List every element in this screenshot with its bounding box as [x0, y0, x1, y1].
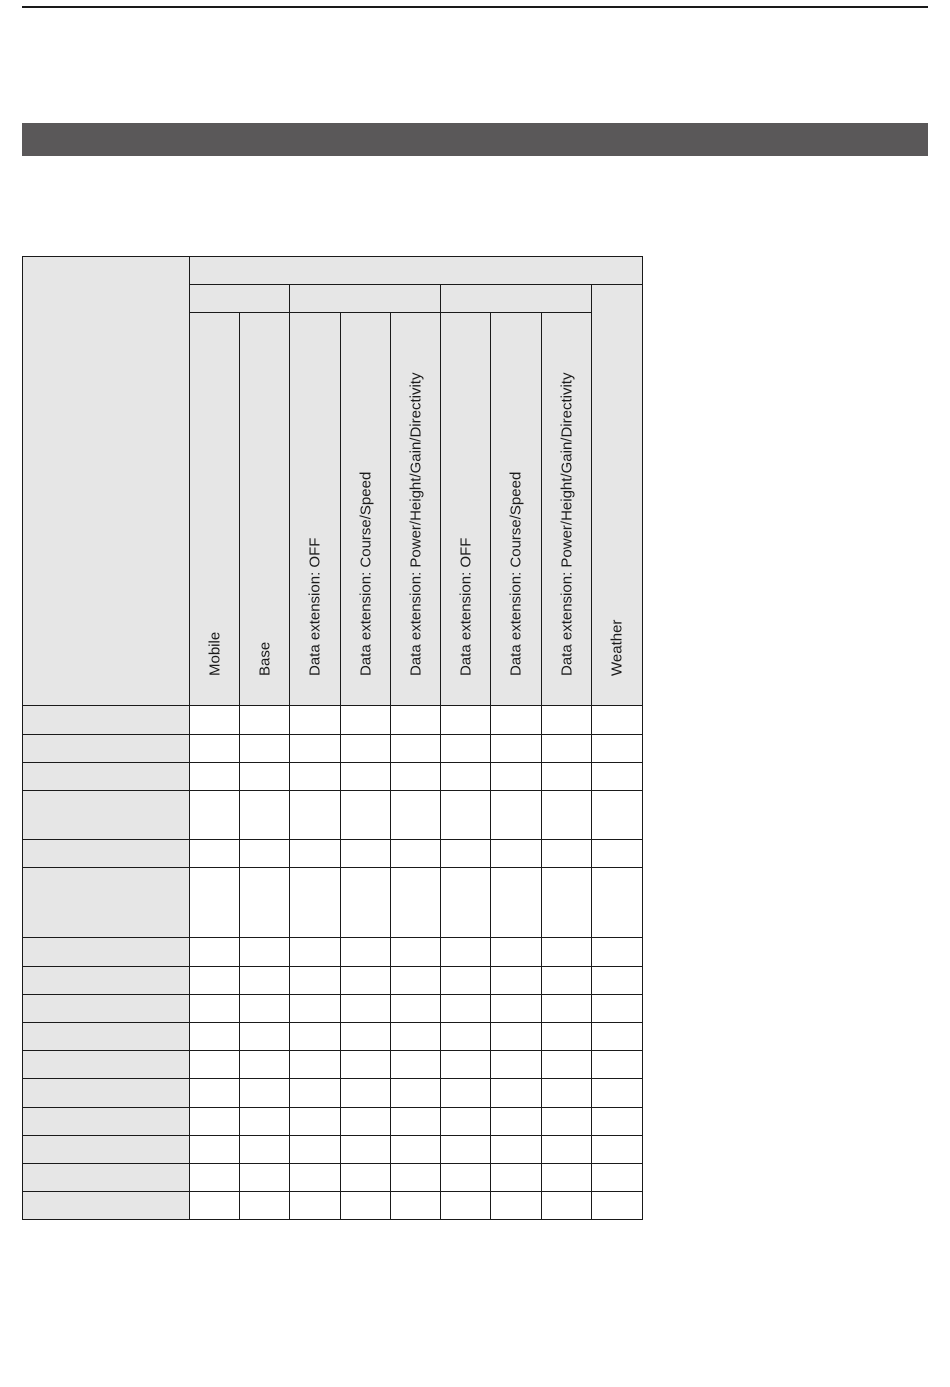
table-cell	[592, 840, 643, 868]
table-cell	[341, 763, 391, 791]
table-cell	[441, 1079, 491, 1108]
table-cell	[391, 938, 441, 967]
table-cell	[290, 1136, 341, 1164]
table-cell	[491, 1108, 542, 1136]
table-row	[23, 1192, 643, 1220]
top-rule	[22, 6, 928, 8]
table-row	[23, 706, 643, 735]
table-row	[23, 763, 643, 791]
table-cell	[341, 735, 391, 763]
table-cell	[542, 938, 592, 967]
column-header-mobile	[190, 313, 240, 706]
row-header-cell	[23, 706, 190, 735]
table-cell	[190, 1108, 240, 1136]
column-header-base	[240, 313, 290, 706]
table-cell	[491, 735, 542, 763]
table-row	[23, 791, 643, 840]
table-row	[23, 1164, 643, 1192]
row-header-cell	[23, 735, 190, 763]
table-cell	[592, 1079, 643, 1108]
table-cell	[491, 840, 542, 868]
table-cell	[491, 967, 542, 995]
table-cell	[341, 1164, 391, 1192]
table-cell	[441, 791, 491, 840]
table-cell	[542, 1079, 592, 1108]
table-cell	[190, 763, 240, 791]
table-cell	[240, 791, 290, 840]
table-cell	[190, 1192, 240, 1220]
table-row	[23, 735, 643, 763]
table-row	[23, 1108, 643, 1136]
table-cell	[391, 868, 441, 938]
table-corner-cell	[23, 257, 190, 706]
table-cell	[341, 1023, 391, 1051]
table-row	[23, 1079, 643, 1108]
table-cell	[391, 763, 441, 791]
table-cell	[441, 1136, 491, 1164]
table-cell	[441, 938, 491, 967]
table-cell	[290, 763, 341, 791]
section-header-bar	[22, 123, 928, 156]
table-cell	[542, 791, 592, 840]
table-cell	[341, 1108, 391, 1136]
table-cell	[240, 967, 290, 995]
table-cell	[290, 791, 341, 840]
table-cell	[441, 706, 491, 735]
table-cell	[491, 1136, 542, 1164]
table-cell	[592, 791, 643, 840]
table-row	[23, 840, 643, 868]
table-cell	[240, 1192, 290, 1220]
table-cell	[240, 938, 290, 967]
table-cell	[341, 1192, 391, 1220]
table-cell	[341, 995, 391, 1023]
column-header-ext-off	[441, 313, 491, 706]
table-cell	[592, 1136, 643, 1164]
table-cell	[391, 1108, 441, 1136]
table-cell	[190, 995, 240, 1023]
table-cell	[542, 706, 592, 735]
column-header-label: Base	[256, 641, 273, 676]
table-cell	[491, 1192, 542, 1220]
column-header-label: Data extension: Power/Height/Gain/Directivity	[558, 372, 575, 676]
table-row	[23, 1051, 643, 1079]
table-cell	[341, 1136, 391, 1164]
row-header-cell	[23, 840, 190, 868]
row-header-cell	[23, 1136, 190, 1164]
table-cell	[491, 706, 542, 735]
table-cell	[290, 1164, 341, 1192]
header-group-2	[290, 285, 441, 313]
table-cell	[542, 1108, 592, 1136]
table-cell	[240, 840, 290, 868]
table-cell	[240, 1164, 290, 1192]
table-cell	[542, 967, 592, 995]
table-cell	[190, 868, 240, 938]
table-cell	[391, 1079, 441, 1108]
table-cell	[190, 706, 240, 735]
table-cell	[491, 763, 542, 791]
table-cell	[592, 938, 643, 967]
table-cell	[542, 1136, 592, 1164]
table-cell	[491, 791, 542, 840]
table-cell	[391, 840, 441, 868]
table-cell	[290, 1192, 341, 1220]
table-cell	[542, 1051, 592, 1079]
row-header-cell	[23, 1192, 190, 1220]
table-cell	[441, 840, 491, 868]
row-header-cell	[23, 763, 190, 791]
table-cell	[240, 735, 290, 763]
table-row	[23, 967, 643, 995]
table-cell	[491, 1164, 542, 1192]
table-cell	[341, 791, 391, 840]
table-cell	[491, 1023, 542, 1051]
table-cell	[290, 868, 341, 938]
table-cell	[290, 1079, 341, 1108]
table-cell	[290, 1051, 341, 1079]
table-cell	[341, 868, 391, 938]
table-body	[23, 706, 643, 1220]
row-header-cell	[23, 791, 190, 840]
table-cell	[592, 1108, 643, 1136]
table-cell	[290, 995, 341, 1023]
column-header-weather	[592, 285, 643, 706]
row-header-cell	[23, 1023, 190, 1051]
table-row	[23, 1136, 643, 1164]
table-cell	[190, 1164, 240, 1192]
table-cell	[491, 1079, 542, 1108]
table-cell	[391, 1136, 441, 1164]
table-cell	[491, 938, 542, 967]
row-header-cell	[23, 868, 190, 938]
table-cell	[290, 967, 341, 995]
table-cell	[391, 995, 441, 1023]
row-header-cell	[23, 967, 190, 995]
column-header-label: Weather	[608, 619, 626, 676]
table-cell	[240, 1136, 290, 1164]
table-cell	[190, 735, 240, 763]
table-cell	[240, 995, 290, 1023]
row-header-cell	[23, 1164, 190, 1192]
column-header-ext-power	[391, 313, 441, 706]
table-cell	[391, 1023, 441, 1051]
table-row	[23, 938, 643, 967]
table-cell	[341, 1051, 391, 1079]
table-cell	[391, 706, 441, 735]
table-row	[23, 1023, 643, 1051]
table-cell	[190, 1136, 240, 1164]
header-group-3	[441, 285, 592, 313]
table-cell	[491, 995, 542, 1023]
row-header-cell	[23, 1108, 190, 1136]
table-cell	[341, 840, 391, 868]
table-cell	[542, 995, 592, 1023]
table-cell	[542, 868, 592, 938]
table-cell	[592, 1023, 643, 1051]
column-header-ext-course-speed	[341, 313, 391, 706]
table-row	[23, 868, 643, 938]
row-header-cell	[23, 1051, 190, 1079]
table-cell	[190, 967, 240, 995]
column-header-label: Data extension: OFF	[306, 537, 324, 676]
table-cell	[441, 995, 491, 1023]
column-header-label: Data extension: OFF	[457, 537, 474, 676]
table-cell	[491, 1051, 542, 1079]
table-cell	[240, 763, 290, 791]
table-cell	[441, 1192, 491, 1220]
table-cell	[441, 1051, 491, 1079]
table-cell	[542, 1023, 592, 1051]
column-header-ext-course-speed	[491, 313, 542, 706]
settings-table	[22, 256, 643, 1220]
table-cell	[190, 1051, 240, 1079]
table-cell	[190, 1079, 240, 1108]
table-cell	[341, 706, 391, 735]
table-cell	[441, 967, 491, 995]
column-header-ext-off	[290, 313, 341, 706]
table-cell	[341, 967, 391, 995]
row-header-cell	[23, 1079, 190, 1108]
table-cell	[391, 735, 441, 763]
table-cell	[240, 1079, 290, 1108]
table-cell	[491, 868, 542, 938]
table-cell	[290, 1023, 341, 1051]
table-cell	[592, 706, 643, 735]
table-cell	[592, 1051, 643, 1079]
header-group-1	[190, 285, 290, 313]
table-cell	[542, 840, 592, 868]
column-header-label: Data extension: Power/Height/Gain/Directivity	[407, 372, 424, 676]
table-cell	[441, 1164, 491, 1192]
table-cell	[341, 938, 391, 967]
table-cell	[190, 840, 240, 868]
table-cell	[441, 735, 491, 763]
header-group-top	[190, 257, 643, 285]
table-cell	[190, 791, 240, 840]
table-cell	[341, 1079, 391, 1108]
column-header-label: Mobile	[206, 631, 223, 676]
table-cell	[391, 1051, 441, 1079]
table-cell	[441, 763, 491, 791]
table-cell	[240, 868, 290, 938]
row-header-cell	[23, 938, 190, 967]
table-cell	[542, 735, 592, 763]
table-cell	[240, 706, 290, 735]
table-cell	[290, 735, 341, 763]
table-cell	[441, 1023, 491, 1051]
table-cell	[240, 1108, 290, 1136]
table-cell	[290, 840, 341, 868]
table-cell	[290, 706, 341, 735]
table-cell	[542, 1164, 592, 1192]
column-header-label: Data extension: Course/Speed	[507, 471, 525, 676]
column-header-ext-power	[542, 313, 592, 706]
table-cell	[391, 791, 441, 840]
table-cell	[592, 868, 643, 938]
table-cell	[592, 967, 643, 995]
table-cell	[542, 763, 592, 791]
row-header-cell	[23, 995, 190, 1023]
column-header-label: Data extension: Course/Speed	[357, 471, 374, 676]
table-cell	[542, 1192, 592, 1220]
table-cell	[441, 868, 491, 938]
table-cell	[391, 1164, 441, 1192]
table-cell	[592, 1192, 643, 1220]
table-cell	[592, 735, 643, 763]
table-cell	[391, 1192, 441, 1220]
table-cell	[592, 763, 643, 791]
table-cell	[240, 1023, 290, 1051]
table-cell	[592, 1164, 643, 1192]
table-cell	[592, 995, 643, 1023]
table-row	[23, 995, 643, 1023]
table-cell	[391, 967, 441, 995]
table-cell	[190, 938, 240, 967]
table-cell	[290, 1108, 341, 1136]
table-cell	[190, 1023, 240, 1051]
table-cell	[290, 938, 341, 967]
table-cell	[441, 1108, 491, 1136]
table-cell	[240, 1051, 290, 1079]
